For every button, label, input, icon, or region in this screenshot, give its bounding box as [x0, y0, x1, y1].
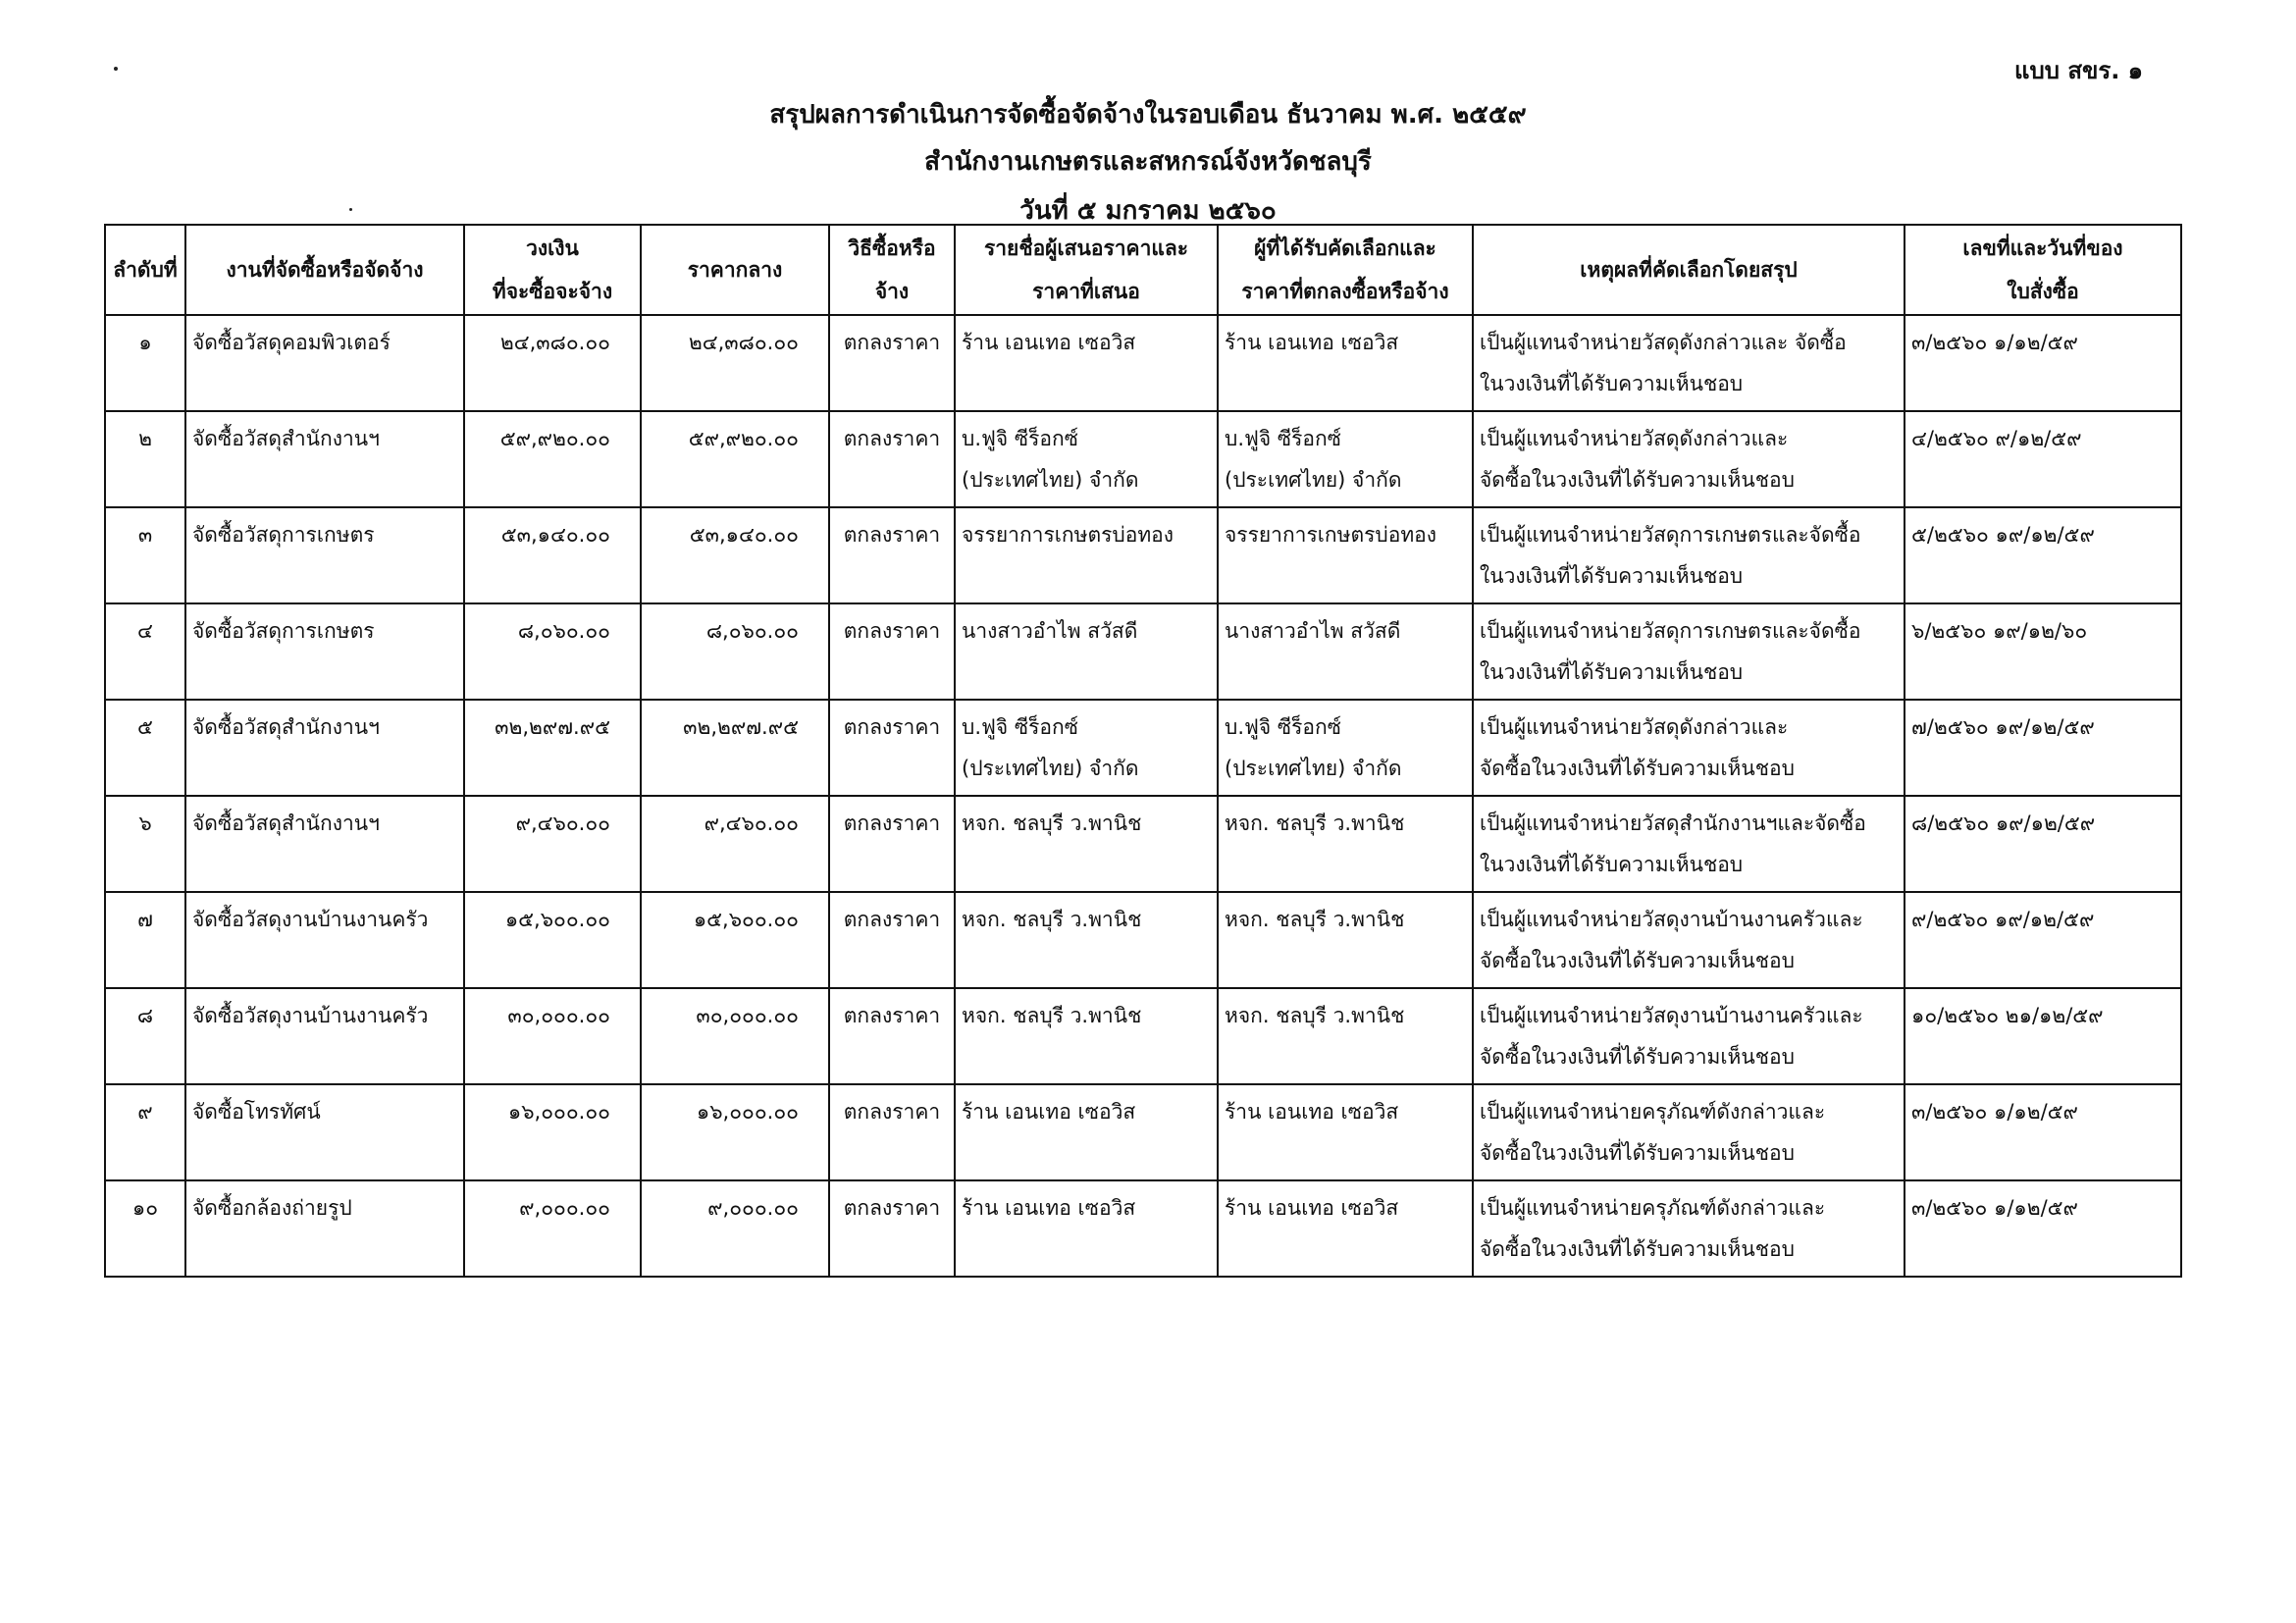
bidder-name	[955, 315, 1218, 411]
table-row	[105, 603, 2181, 700]
selection-reason-line: เป็นผู้แทนจำหน่ายวัสดุงานบ้านงานครัวและ	[1480, 1004, 1863, 1027]
selected-vendor-line: (ประเทศไทย) จำกัด	[1225, 468, 1402, 492]
purchase-order-ref: ๖/๒๕๖๐ ๑๙/๑๒/๖๐	[1905, 603, 2181, 700]
bidder-name-line: ร้าน เอนเทอ เซอวิส	[962, 1196, 1136, 1220]
row-number: ๙	[105, 1084, 185, 1180]
table-header-row	[105, 225, 2181, 315]
procurement-method: ตกลงราคา	[829, 892, 955, 988]
procurement-method: ตกลงราคา	[829, 988, 955, 1084]
selected-vendor	[1218, 315, 1473, 411]
bidder-name-line: (ประเทศไทย) จำกัด	[962, 468, 1139, 492]
selection-reason-line: เป็นผู้แทนจำหน่ายวัสดุดังกล่าวและ	[1480, 427, 1789, 450]
row-number: ๑	[105, 315, 185, 411]
form-code: แบบ สขร. ๑	[2014, 57, 2143, 84]
document-title: สรุปผลการดำเนินการจัดซื้อจัดจ้างในรอบเดือน ธันวาคม พ.ศ. ๒๕๕๙	[769, 100, 1527, 130]
budget-amount: ๓๒,๒๙๗.๙๕	[464, 700, 641, 796]
header-text: รายชื่อผู้เสนอราคาและ	[983, 236, 1189, 260]
selection-reason-line: เป็นผู้แทนจำหน่ายวัสดุดังกล่าวและ	[1480, 715, 1789, 739]
selected-vendor-line: ร้าน เอนเทอ เซอวิส	[1225, 1196, 1399, 1220]
procurement-item: จัดซื้อวัสดุงานบ้านงานครัว	[185, 892, 464, 988]
bidder-name-line: บ.ฟูจิ ซีร็อกซ์	[962, 427, 1078, 450]
col-selected-header	[1218, 225, 1473, 315]
selected-vendor-line: บ.ฟูจิ ซีร็อกซ์	[1225, 715, 1341, 739]
selection-reason	[1473, 988, 1905, 1084]
selected-vendor-line: หจก. ชลบุรี ว.พานิช	[1225, 1004, 1405, 1027]
bidder-name-line: (ประเทศไทย) จำกัด	[962, 757, 1139, 780]
procurement-method: ตกลงราคา	[829, 1084, 955, 1180]
bidder-name	[955, 507, 1218, 603]
table-row	[105, 988, 2181, 1084]
selection-reason	[1473, 1180, 1905, 1277]
header-text: ผู้ที่ได้รับคัดเลือกและ	[1254, 236, 1436, 260]
bidder-name	[955, 988, 1218, 1084]
procurement-item: จัดซื้อวัสดุคอมพิวเตอร์	[185, 315, 464, 411]
col-median-price-header	[641, 225, 829, 315]
purchase-order-ref: ๕/๒๕๖๐ ๑๙/๑๒/๕๙	[1905, 507, 2181, 603]
bidder-name-line: หจก. ชลบุรี ว.พานิช	[962, 908, 1142, 931]
procurement-method: ตกลงราคา	[829, 507, 955, 603]
procurement-method: ตกลงราคา	[829, 700, 955, 796]
procurement-method: ตกลงราคา	[829, 796, 955, 892]
median-price: ๙,๔๖๐.๐๐	[641, 796, 829, 892]
procurement-method: ตกลงราคา	[829, 603, 955, 700]
header-text: เหตุผลที่คัดเลือกโดยสรุป	[1580, 258, 1798, 282]
header-text: งานที่จัดซื้อหรือจัดจ้าง	[226, 258, 424, 282]
procurement-item: จัดซื้อวัสดุสำนักงานฯ	[185, 411, 464, 507]
header-text: เลขที่และวันที่ของ	[1962, 236, 2123, 260]
median-price: ๓๒,๒๙๗.๙๕	[641, 700, 829, 796]
col-order-header	[1905, 225, 2181, 315]
purchase-order-ref: ๓/๒๕๖๐ ๑/๑๒/๕๙	[1905, 1084, 2181, 1180]
selected-vendor	[1218, 796, 1473, 892]
purchase-order-ref: ๓/๒๕๖๐ ๑/๑๒/๕๙	[1905, 1180, 2181, 1277]
selected-vendor	[1218, 603, 1473, 700]
selection-reason	[1473, 796, 1905, 892]
selected-vendor	[1218, 1180, 1473, 1277]
selection-reason	[1473, 315, 1905, 411]
procurement-method: ตกลงราคา	[829, 315, 955, 411]
table-body	[105, 315, 2181, 1277]
procurement-item: จัดซื้อวัสดุสำนักงานฯ	[185, 700, 464, 796]
bidder-name-line: หจก. ชลบุรี ว.พานิช	[962, 1004, 1142, 1027]
selection-reason-line: เป็นผู้แทนจำหน่ายวัสดุการเกษตรและจัดซื้อ	[1480, 619, 1861, 643]
bidder-name	[955, 700, 1218, 796]
budget-amount: ๙,๐๐๐.๐๐	[464, 1180, 641, 1277]
procurement-item: จัดซื้อกล้องถ่ายรูป	[185, 1180, 464, 1277]
selection-reason-line: จัดซื้อในวงเงินที่ได้รับความเห็นชอบ	[1480, 468, 1795, 492]
median-price: ๑๕,๖๐๐.๐๐	[641, 892, 829, 988]
selection-reason-line: จัดซื้อในวงเงินที่ได้รับความเห็นชอบ	[1480, 1045, 1795, 1069]
header-text: ที่จะซื้อจะจ้าง	[492, 280, 613, 303]
selection-reason-line: จัดซื้อในวงเงินที่ได้รับความเห็นชอบ	[1480, 757, 1795, 780]
selected-vendor-line: หจก. ชลบุรี ว.พานิช	[1225, 908, 1405, 931]
budget-amount: ๑๕,๖๐๐.๐๐	[464, 892, 641, 988]
selection-reason-line: เป็นผู้แทนจำหน่ายวัสดุสำนักงานฯและจัดซื้อ	[1480, 812, 1866, 835]
selected-vendor-line: ร้าน เอนเทอ เซอวิส	[1225, 331, 1399, 354]
procurement-item: จัดซื้อวัสดุการเกษตร	[185, 603, 464, 700]
median-price: ๓๐,๐๐๐.๐๐	[641, 988, 829, 1084]
col-item-header	[185, 225, 464, 315]
row-number: ๘	[105, 988, 185, 1084]
header-text: จ้าง	[874, 280, 910, 303]
selection-reason-line: จัดซื้อในวงเงินที่ได้รับความเห็นชอบ	[1480, 1141, 1795, 1165]
col-no-header	[105, 225, 185, 315]
purchase-order-ref: ๔/๒๕๖๐ ๙/๑๒/๕๙	[1905, 411, 2181, 507]
selection-reason-line: ในวงเงินที่ได้รับความเห็นชอบ	[1480, 853, 1744, 876]
table-row	[105, 411, 2181, 507]
selected-vendor-line: หจก. ชลบุรี ว.พานิช	[1225, 812, 1405, 835]
median-price: ๒๔,๓๘๐.๐๐	[641, 315, 829, 411]
selected-vendor	[1218, 988, 1473, 1084]
header-text: ใบสั่งซื้อ	[2007, 280, 2079, 303]
budget-amount: ๑๖,๐๐๐.๐๐	[464, 1084, 641, 1180]
bidder-name-line: ร้าน เอนเทอ เซอวิส	[962, 1100, 1136, 1124]
selected-vendor-line: นางสาวอำไพ สวัสดี	[1225, 619, 1401, 643]
bidder-name	[955, 796, 1218, 892]
purchase-order-ref: ๓/๒๕๖๐ ๑/๑๒/๕๙	[1905, 315, 2181, 411]
selected-vendor-line: บ.ฟูจิ ซีร็อกซ์	[1225, 427, 1341, 450]
row-number: ๒	[105, 411, 185, 507]
selected-vendor	[1218, 411, 1473, 507]
selection-reason-line: จัดซื้อในวงเงินที่ได้รับความเห็นชอบ	[1480, 1237, 1795, 1261]
bidder-name	[955, 1084, 1218, 1180]
selected-vendor	[1218, 507, 1473, 603]
median-price: ๘,๐๖๐.๐๐	[641, 603, 829, 700]
budget-amount: ๓๐,๐๐๐.๐๐	[464, 988, 641, 1084]
median-price: ๙,๐๐๐.๐๐	[641, 1180, 829, 1277]
header-text: วิธีซื้อหรือ	[848, 236, 936, 260]
median-price: ๕๙,๙๒๐.๐๐	[641, 411, 829, 507]
selection-reason	[1473, 700, 1905, 796]
procurement-item: จัดซื้อวัสดุงานบ้านงานครัว	[185, 988, 464, 1084]
selection-reason-line: เป็นผู้แทนจำหน่ายวัสดุดังกล่าวและ จัดซื้อ	[1480, 331, 1847, 354]
header-text: ราคากลาง	[687, 258, 783, 282]
median-price: ๕๓,๑๔๐.๐๐	[641, 507, 829, 603]
selected-vendor-line: จรรยาการเกษตรบ่อทอง	[1225, 523, 1437, 547]
procurement-method: ตกลงราคา	[829, 411, 955, 507]
table-row	[105, 700, 2181, 796]
procurement-item: จัดซื้อวัสดุการเกษตร	[185, 507, 464, 603]
selection-reason-line: ในวงเงินที่ได้รับความเห็นชอบ	[1480, 564, 1744, 588]
col-budget-header	[464, 225, 641, 315]
row-number: ๗	[105, 892, 185, 988]
col-reason-header	[1473, 225, 1905, 315]
budget-amount: ๕๓,๑๔๐.๐๐	[464, 507, 641, 603]
selection-reason-line: เป็นผู้แทนจำหน่ายครุภัณฑ์ดังกล่าวและ	[1480, 1100, 1826, 1124]
row-number: ๔	[105, 603, 185, 700]
table-row	[105, 1180, 2181, 1277]
bidder-name-line: นางสาวอำไพ สวัสดี	[962, 619, 1138, 643]
selection-reason	[1473, 411, 1905, 507]
office-name: สำนักงานเกษตรและสหกรณ์จังหวัดชลบุรี	[924, 147, 1372, 177]
procurement-item: จัดซื้อโทรทัศน์	[185, 1084, 464, 1180]
col-method-header	[829, 225, 955, 315]
bidder-name-line: หจก. ชลบุรี ว.พานิช	[962, 812, 1142, 835]
selected-vendor-line: (ประเทศไทย) จำกัด	[1225, 757, 1402, 780]
selected-vendor-line: ร้าน เอนเทอ เซอวิส	[1225, 1100, 1399, 1124]
selection-reason-line: ในวงเงินที่ได้รับความเห็นชอบ	[1480, 660, 1744, 684]
budget-amount: ๕๙,๙๒๐.๐๐	[464, 411, 641, 507]
header-text: วงเงิน	[526, 236, 579, 260]
header-text: ราคาที่ตกลงซื้อหรือจ้าง	[1241, 280, 1449, 303]
purchase-order-ref: ๑๐/๒๕๖๐ ๒๑/๑๒/๕๙	[1905, 988, 2181, 1084]
budget-amount: ๙,๔๖๐.๐๐	[464, 796, 641, 892]
bidder-name	[955, 1180, 1218, 1277]
bidder-name	[955, 411, 1218, 507]
table-row	[105, 507, 2181, 603]
purchase-order-ref: ๗/๒๕๖๐ ๑๙/๑๒/๕๙	[1905, 700, 2181, 796]
selected-vendor	[1218, 1084, 1473, 1180]
header-text: ลำดับที่	[113, 258, 178, 282]
selection-reason	[1473, 507, 1905, 603]
bidder-name-line: บ.ฟูจิ ซีร็อกซ์	[962, 715, 1078, 739]
selection-reason	[1473, 1084, 1905, 1180]
table-row	[105, 892, 2181, 988]
purchase-order-ref: ๘/๒๕๖๐ ๑๙/๑๒/๕๙	[1905, 796, 2181, 892]
budget-amount: ๘,๐๖๐.๐๐	[464, 603, 641, 700]
purchase-order-ref: ๙/๒๕๖๐ ๑๙/๑๒/๕๙	[1905, 892, 2181, 988]
selection-reason-line: เป็นผู้แทนจำหน่ายครุภัณฑ์ดังกล่าวและ	[1480, 1196, 1826, 1220]
row-number: ๖	[105, 796, 185, 892]
row-number: ๕	[105, 700, 185, 796]
median-price: ๑๖,๐๐๐.๐๐	[641, 1084, 829, 1180]
selection-reason-line: เป็นผู้แทนจำหน่ายวัสดุการเกษตรและจัดซื้อ	[1480, 523, 1861, 547]
selection-reason-line: ในวงเงินที่ได้รับความเห็นชอบ	[1480, 372, 1744, 395]
document-date: วันที่ ๕ มกราคม ๒๕๖๐	[1019, 196, 1277, 226]
selection-reason-line: จัดซื้อในวงเงินที่ได้รับความเห็นชอบ	[1480, 949, 1795, 972]
procurement-item: จัดซื้อวัสดุสำนักงานฯ	[185, 796, 464, 892]
col-bidder-header	[955, 225, 1218, 315]
procurement-method: ตกลงราคา	[829, 1180, 955, 1277]
bidder-name-line: จรรยาการเกษตรบ่อทอง	[962, 523, 1174, 547]
selected-vendor	[1218, 700, 1473, 796]
table-row	[105, 1084, 2181, 1180]
selected-vendor	[1218, 892, 1473, 988]
budget-amount: ๒๔,๓๘๐.๐๐	[464, 315, 641, 411]
scan-speck	[114, 67, 118, 71]
procurement-table	[104, 224, 2182, 1278]
table-row	[105, 315, 2181, 411]
bidder-name-line: ร้าน เอนเทอ เซอวิส	[962, 331, 1136, 354]
selection-reason	[1473, 603, 1905, 700]
header-text: ราคาที่เสนอ	[1032, 280, 1140, 303]
row-number: ๓	[105, 507, 185, 603]
bidder-name	[955, 892, 1218, 988]
selection-reason	[1473, 892, 1905, 988]
bidder-name	[955, 603, 1218, 700]
selection-reason-line: เป็นผู้แทนจำหน่ายวัสดุงานบ้านงานครัวและ	[1480, 908, 1863, 931]
table-row	[105, 796, 2181, 892]
row-number: ๑๐	[105, 1180, 185, 1277]
